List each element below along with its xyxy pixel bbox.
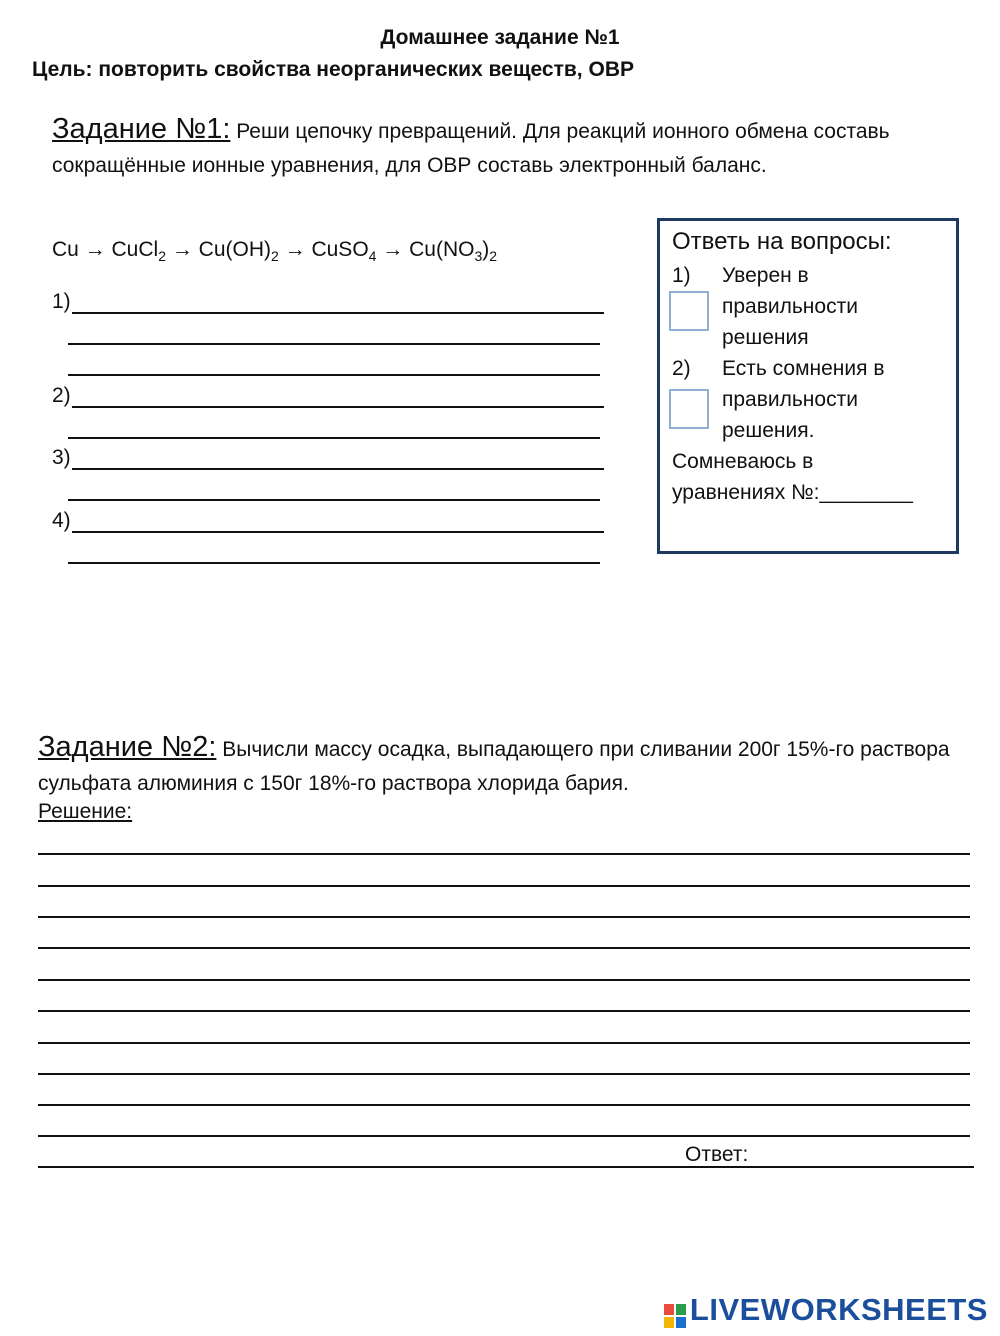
option-2-line: решения.	[722, 419, 815, 442]
chain-sub: 2	[271, 248, 279, 265]
task1-text: Реши цепочку превращений. Для реакций ионного обмена составь сокращённые ионные уравнения, для ОВР составь электронный баланс.	[52, 120, 890, 177]
chain-sub: 4	[368, 248, 377, 265]
option-1-line: правильности	[722, 295, 858, 318]
equation-4-line-b[interactable]	[68, 562, 600, 564]
solution-line-5[interactable]	[38, 979, 970, 981]
logo-text: LIVEWORKSHEETS	[689, 1292, 988, 1327]
equation-4-line-a[interactable]	[72, 531, 604, 533]
option-2-line: Есть сомнения в	[722, 357, 885, 380]
option-1-number: 1)	[672, 264, 691, 287]
equation-1-line-c[interactable]	[68, 374, 600, 376]
option-1-line: решения	[722, 326, 809, 349]
solution-line-6[interactable]	[38, 1010, 970, 1012]
solution-line-2[interactable]	[38, 885, 970, 887]
equation-number-3: 3)	[52, 446, 71, 469]
solution-line-4[interactable]	[38, 947, 970, 949]
doubt-checkbox[interactable]	[669, 389, 709, 429]
task2-text: Вычисли массу осадка, выпадающего при сливании 200г 15%-го раствора сульфата алюминия с 150г 18%-го раствора хлорида бария.	[38, 738, 950, 795]
doubt-line: уравнениях №:________	[672, 481, 913, 504]
equation-2-line-a[interactable]	[72, 406, 604, 408]
chain-part: → Cu(NO	[376, 238, 475, 261]
chain-sub: 2	[158, 248, 166, 265]
chain-part: )	[482, 238, 490, 261]
equation-number-1: 1)	[52, 290, 71, 313]
task2-statement	[38, 730, 968, 801]
option-1-label	[722, 260, 858, 353]
equation-number-2: 2)	[52, 384, 71, 407]
option-2-number: 2)	[672, 357, 691, 380]
doubt-line: Сомневаюсь в	[672, 450, 814, 473]
equation-2-line-b[interactable]	[68, 437, 600, 439]
task2-heading: Задание №2:	[38, 731, 217, 763]
task1-heading: Задание №1:	[52, 113, 231, 145]
solution-line-9[interactable]	[38, 1104, 970, 1106]
solution-label: Решение:	[38, 800, 133, 823]
task1-statement	[52, 112, 952, 183]
equation-number-4: 4)	[52, 509, 71, 532]
solution-line-1[interactable]	[38, 853, 970, 855]
equation-1-line-b[interactable]	[68, 343, 600, 345]
equation-3-line-a[interactable]	[72, 468, 604, 470]
liveworksheets-icon	[664, 1300, 686, 1324]
answer-label: Ответ:	[685, 1143, 749, 1166]
solution-line-3[interactable]	[38, 916, 970, 918]
solution-line-8[interactable]	[38, 1073, 970, 1075]
option-1-line: Уверен в	[722, 264, 809, 287]
page-goal: Цель: повторить свойства неорганических веществ, ОВР	[32, 58, 634, 81]
chain-sub: 2	[489, 248, 498, 265]
equation-1-line-a[interactable]	[72, 312, 604, 314]
questions-title: Ответь на вопросы:	[672, 228, 892, 255]
equation-3-line-b[interactable]	[68, 499, 600, 501]
solution-line-10[interactable]	[38, 1135, 970, 1137]
chain-part: → CuSO	[278, 238, 369, 261]
chain-part: Cu → CuCl	[52, 238, 159, 261]
chain-sub: 3	[474, 248, 483, 265]
doubt-equations-label[interactable]	[672, 446, 913, 508]
chain-part: → Cu(OH)	[166, 238, 271, 261]
page-title: Домашнее задание №1	[380, 26, 620, 49]
option-2-label	[722, 353, 884, 446]
option-2-line: правильности	[722, 388, 858, 411]
liveworksheets-logo	[664, 1292, 988, 1328]
reaction-chain	[52, 238, 497, 264]
answer-line[interactable]	[38, 1166, 974, 1168]
confident-checkbox[interactable]	[669, 291, 709, 331]
solution-line-7[interactable]	[38, 1042, 970, 1044]
